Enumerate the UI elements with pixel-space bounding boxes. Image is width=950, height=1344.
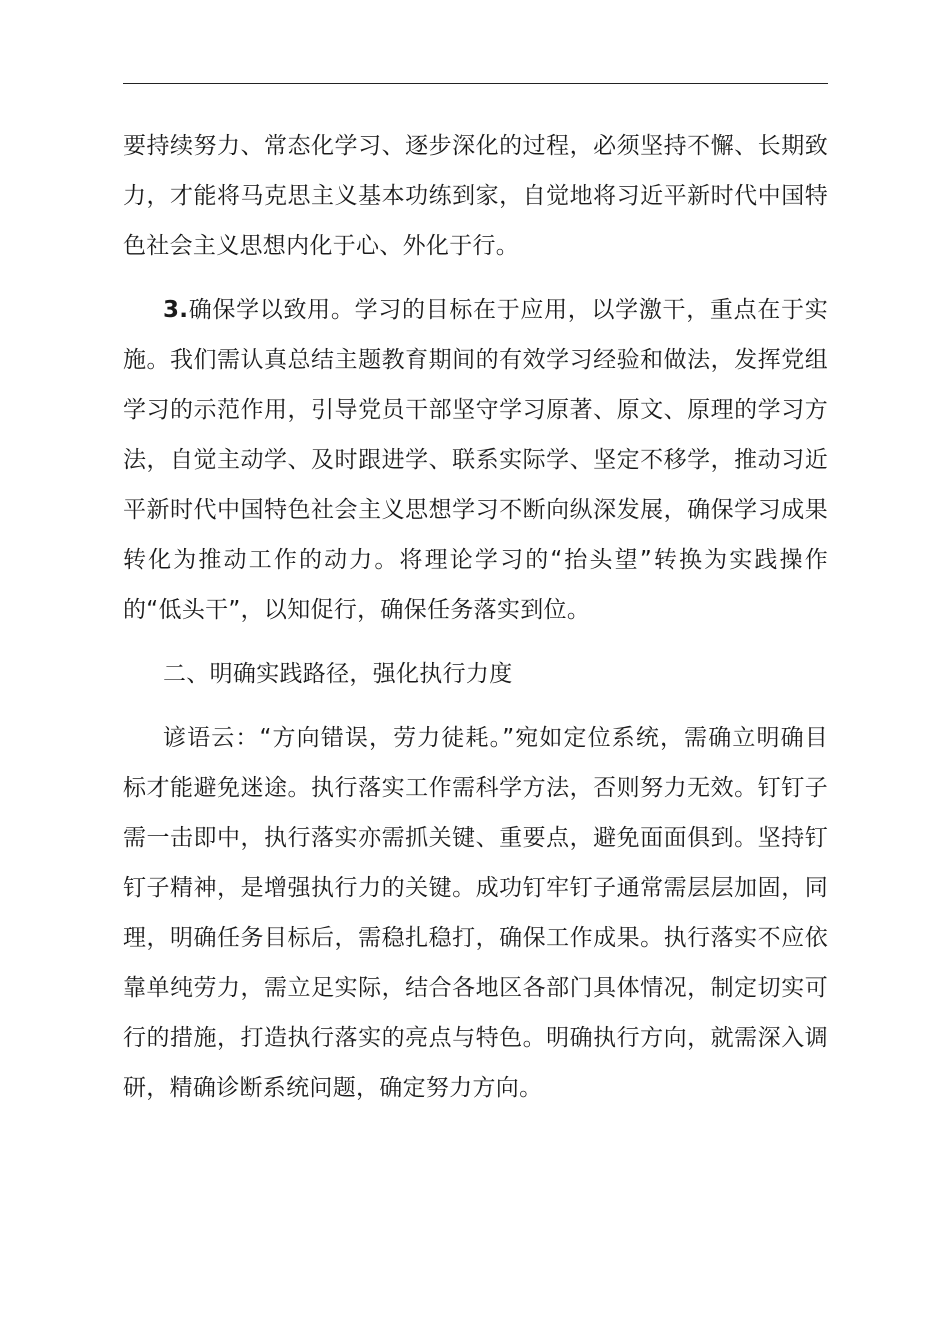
paragraph-ensure-application [123, 285, 828, 635]
document-body [123, 121, 828, 1113]
paragraph-text: 确保学以致用。学习的目标在于应用，以学激干，重点在于实施。我们需认真总结主题教育期间的有效学习经验和做法，发挥党组学习的示范作用，引导党员干部坚守学习原著、原文、原理的学习方法，自觉主动学、及时跟进学、联系实际学、坚定不移学，推动习近平新时代中国特色社会主义思想学习不断向纵深发展，确保学习成果转化为推动工作的动力。将理论学习的“抬头望”转换为实践操作的“低头干”，以知促行，确保任务落实到位。 [123, 297, 828, 623]
paragraph-execution: 谚语云：“方向错误，劳力徒耗。”宛如定位系统，需确立明确目标才能避免迷途。执行落实工作需科学方法，否则努力无效。钉钉子需一击即中，执行落实亦需抓关键、重要点，避免面面俱到。坚持钉钉子精神，是增强执行力的关键。成功钉牢钉子通常需层层加固，同理，明确任务目标后，需稳扎稳打，确保工作成果。执行落实不应依靠单纯劳力，需立足实际，结合各地区各部门具体情况，制定切实可行的措施，打造执行落实的亮点与特色。明确执行方向，就需深入调研，精确诊断系统问题，确定努力方向。 [123, 725, 828, 1101]
header-divider [123, 83, 828, 84]
section-heading: 二、明确实践路径，强化执行力度 [163, 661, 513, 687]
paragraph-number: 3. [163, 297, 189, 323]
paragraph-continuation: 要持续努力、常态化学习、逐步深化的过程，必须坚持不懈、长期致力，才能将马克思主义基本功练到家，自觉地将习近平新时代中国特色社会主义思想内化于心、外化于行。 [123, 133, 828, 259]
